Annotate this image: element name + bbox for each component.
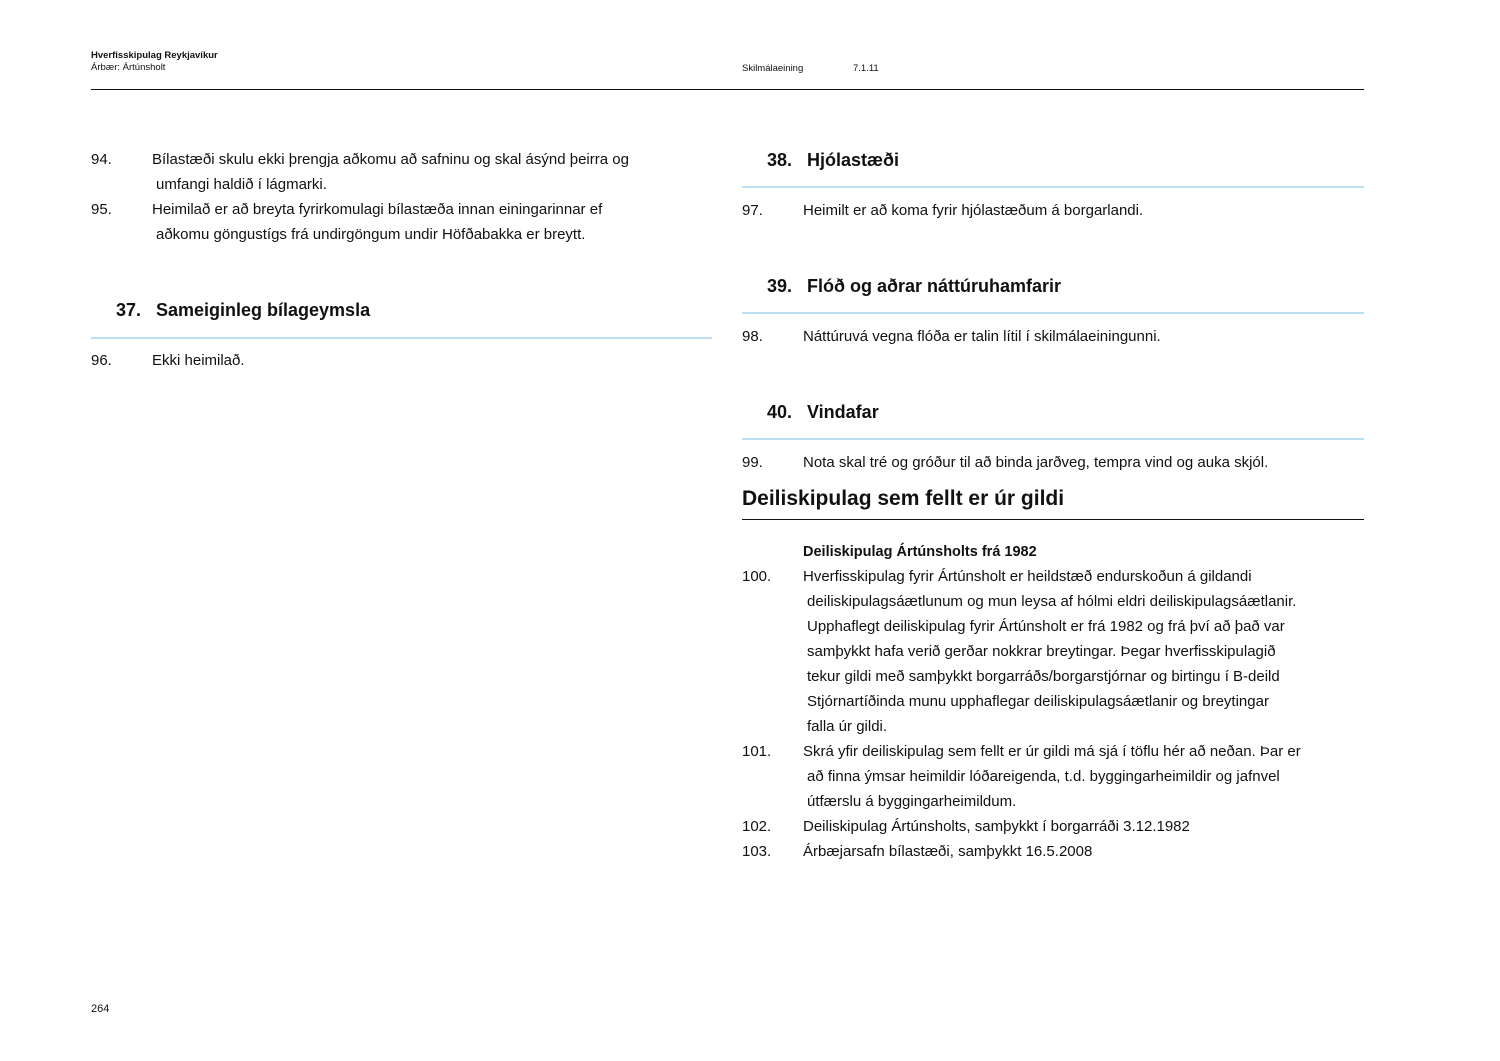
section-heading-38: 38. Hjólastæði: [767, 150, 900, 170]
section-heading-37: 37. Sameiginleg bílageymsla: [116, 300, 371, 320]
page-number: 264: [91, 1003, 110, 1015]
list-item: 100. Hverfisskipulag fyrir Ártúnsholt er heildstæð endurskoðun á gildandi deiliskipulagsáætlunum og mun leysa af hólmi eldri deiliskipulagsáætlanir. Upphaflegt deiliskipulag fyrir Ártúnsholt er frá 1982 og frá því að það var samþykkt hafa verið gerðar nokkrar breytingar. Þegar hverfisskipulagið tekur gildi með samþykkt borgarráðs/borgarstjórnar og birtingu í B-deild Stjórnartíðinda munu upphaflegar deiliskipulagsáætlanir og breytingar falla úr gildi.: [742, 568, 1297, 735]
section-label: Skilmálaeining: [742, 63, 804, 74]
document-subtitle: Árbær: Ártúnsholt: [91, 62, 166, 73]
list-item: 102. Deiliskipulag Ártúnsholts, samþykkt í borgarráði 3.12.1982: [742, 818, 1190, 835]
revoked-plans-subheading: Deiliskipulag Ártúnsholts frá 1982: [803, 544, 1037, 560]
list-item: 99. Nota skal tré og gróður til að binda jarðveg, tempra vind og auka skjól.: [742, 454, 1269, 471]
list-item: 98. Náttúruvá vegna flóða er talin lítil í skilmálaeiningunni.: [742, 328, 1161, 345]
item-number: 94.: [91, 151, 112, 168]
list-item: 97. Heimilt er að koma fyrir hjólastæðum á borgarlandi.: [742, 202, 1144, 219]
list-item: [91, 147, 712, 197]
item-text: Bílastæði skulu ekki þrengja aðkomu að safninu og skal ásýnd þeirra og umfangi haldið í lágmarki.: [152, 151, 629, 193]
running-header: [91, 50, 218, 74]
item-number: 95.: [91, 201, 112, 218]
revoked-plans-heading: Deiliskipulag sem fellt er úr gildi: [742, 487, 1065, 510]
left-column: [91, 147, 712, 373]
document-title: Hverfisskipulag Reykjavíkur: [91, 50, 218, 61]
item-text: Heimilað er að breyta fyrirkomulagi bílastæða innan einingarinnar ef aðkomu göngustígs frá undirgöngum undir Höfðabakka er breytt.: [152, 201, 603, 243]
right-column: [742, 147, 1364, 864]
section-heading-40: 40. Vindafar: [767, 402, 879, 422]
section-code: 7.1.11: [853, 63, 879, 74]
list-item: [91, 197, 712, 247]
header-divider: [91, 89, 1364, 90]
list-item: 101. Skrá yfir deiliskipulag sem fellt er úr gildi má sjá í töflu hér að neðan. Þar er að finna ýmsar heimildir lóðareigenda, t.d. byggingarheimildir og jafnvel útfærslu á byggingarheimildum.: [742, 743, 1301, 810]
list-item: 103. Árbæjarsafn bílastæði, samþykkt 16.5.2008: [742, 843, 1093, 860]
section-heading-39: 39. Flóð og aðrar náttúruhamfarir: [767, 276, 1062, 296]
list-item: 96. Ekki heimilað.: [91, 352, 245, 369]
